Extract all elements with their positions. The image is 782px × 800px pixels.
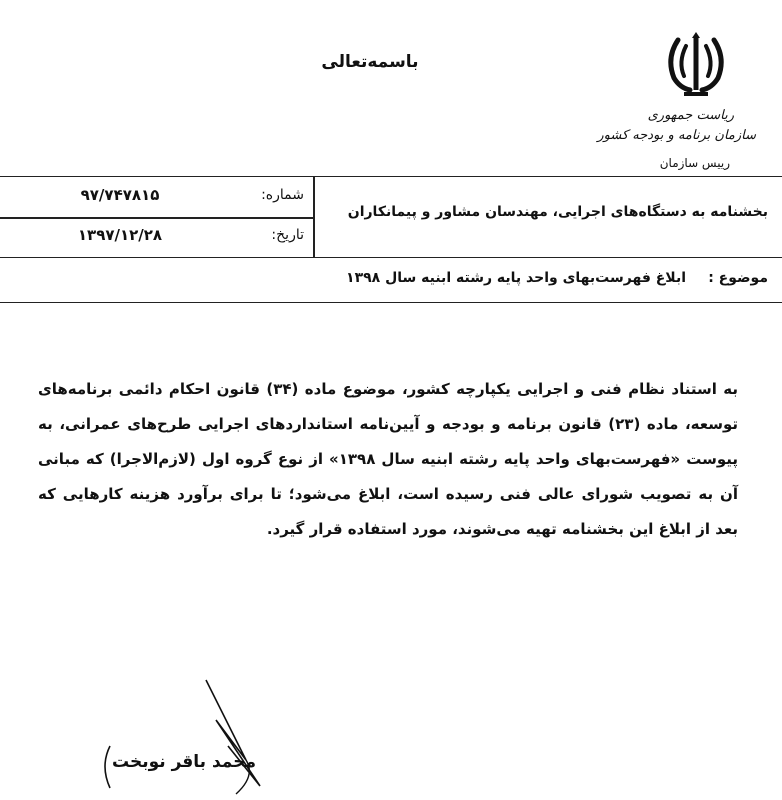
subject-text: ابلاغ فهرست‌بهای واحد پایه رشته ابنیه سال ۱۳۹۸ <box>346 270 686 286</box>
org-line-organization: سازمان برنامه و بودجه کشور <box>597 128 756 143</box>
number-label: شماره: <box>261 187 304 203</box>
letter-number: ۹۷/۷۴۷۸۱۵ <box>80 186 160 204</box>
header-divider-horizontal <box>0 217 313 219</box>
iran-emblem-icon <box>664 30 728 102</box>
signature-scribble-icon <box>96 676 296 800</box>
organization-header <box>597 30 764 180</box>
header-divider-vertical <box>313 177 315 257</box>
subject-row <box>0 256 782 303</box>
signature-block <box>96 676 296 800</box>
bismillah-heading: باسمه‌تعالی <box>321 52 419 72</box>
recipient-line: بخشنامه به دستگاه‌های اجرایی، مهندسان مشاور و پیمانکاران <box>347 204 768 220</box>
letter-date: ۱۳۹۷/۱۲/۲۸ <box>77 226 163 244</box>
letter-body: به استناد نظام فنی و اجرایی یکپارچه کشور، موضوع ماده (۳۴) قانون احکام دائمی برنامه‌های توسعه، ماده (۲۳) قانون برنامه و بودجه و آیین‌نامه استانداردهای اجرایی طرح‌های عمرانی، به پیوست «فهرست‌بهای واحد پایه رشته ابنیه سال ۱۳۹۸» از نوع گروه اول (لازم‌الاجرا) که مبانی آن به تصویب شورای عالی فنی رسیده است، ابلاغ می‌شود؛ تا برای برآورد هزینه کارهایی که بعد از ابلاغ این بخشنامه تهیه می‌شوند، مورد استفاده قرار گیرد. <box>38 380 739 538</box>
letter-header-table <box>0 176 782 258</box>
org-head-title: رییس سازمان <box>659 156 730 170</box>
signatory-name: محمد باقر نوبخت <box>112 752 256 772</box>
date-label: تاریخ: <box>271 227 304 243</box>
org-line-presidency: ریاست جمهوری <box>647 108 734 123</box>
subject-label: موضوع : <box>708 270 768 286</box>
